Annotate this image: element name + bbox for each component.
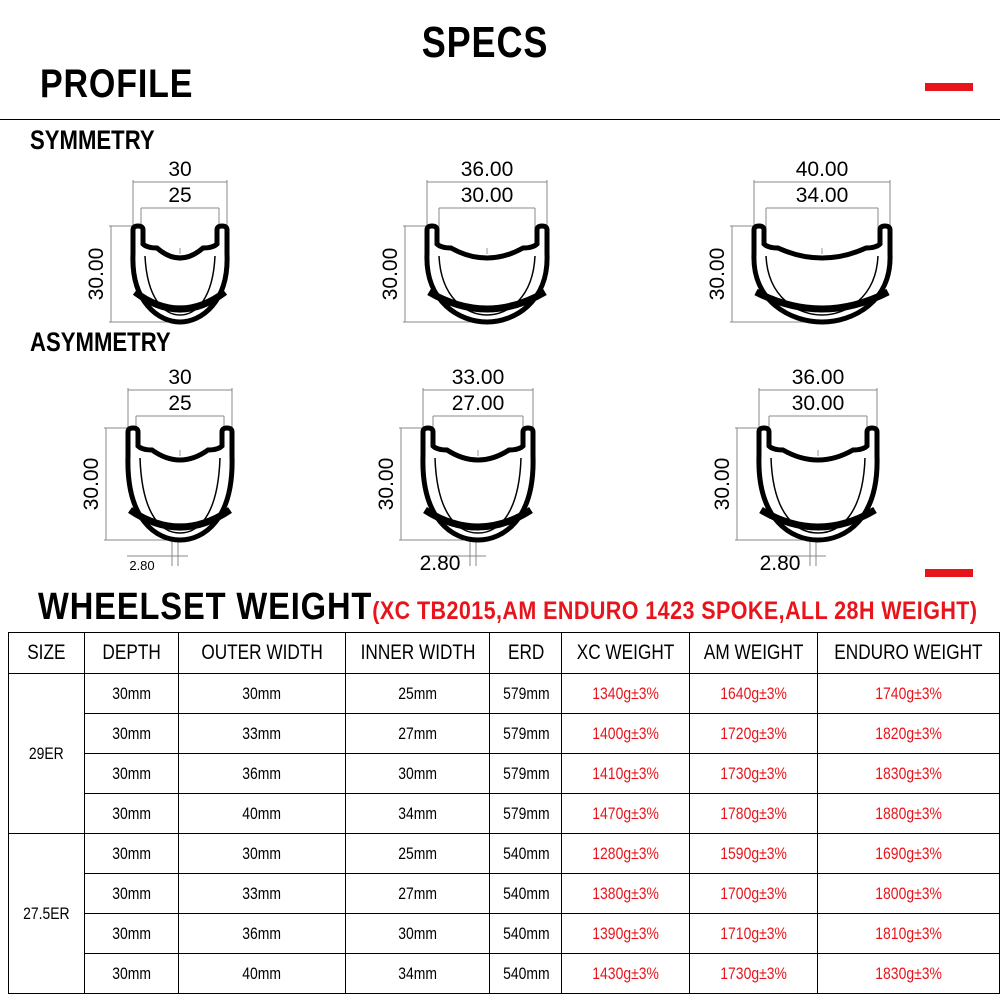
table-cell: 1730g±3% <box>689 754 817 794</box>
table-row <box>9 794 1000 834</box>
dimension-label: 30.00 <box>375 457 398 511</box>
table-cell: 1740g±3% <box>818 674 1000 714</box>
column-header: DEPTH <box>85 633 179 674</box>
table-cell: 30mm <box>345 914 490 954</box>
table-cell: 1700g±3% <box>689 874 817 914</box>
dimension-label: 30.00 <box>379 247 402 301</box>
table-cell: 1720g±3% <box>689 714 817 754</box>
dimension-label: 36.00 <box>460 158 514 181</box>
table-cell: 30mm <box>178 674 345 714</box>
profile-heading: PROFILE <box>40 62 194 106</box>
table-cell: 1810g±3% <box>818 914 1000 954</box>
table-cell: 1590g±3% <box>689 834 817 874</box>
table-cell: 27mm <box>345 714 490 754</box>
table-cell: 579mm <box>490 754 562 794</box>
dimension-label: 30.00 <box>711 457 734 511</box>
table-cell: 1830g±3% <box>818 754 1000 794</box>
table-cell: 1830g±3% <box>818 954 1000 994</box>
table-row <box>9 714 1000 754</box>
dimension-label: 30.00 <box>706 247 729 301</box>
table-cell: 33mm <box>178 714 345 754</box>
table-cell: 1690g±3% <box>818 834 1000 874</box>
table-cell: 1430g±3% <box>562 954 690 994</box>
column-header: AM WEIGHT <box>689 633 817 674</box>
rim-cross-section <box>128 428 232 540</box>
symmetry-label: SYMMETRY <box>30 125 155 155</box>
table-cell: 579mm <box>490 714 562 754</box>
column-header: SIZE <box>9 633 85 674</box>
table-cell: 1820g±3% <box>818 714 1000 754</box>
table-cell: 1380g±3% <box>562 874 690 914</box>
table-cell: 30mm <box>85 714 179 754</box>
rim-cross-section <box>423 428 533 540</box>
table-cell: 1410g±3% <box>562 754 690 794</box>
table-cell: 579mm <box>490 794 562 834</box>
table-cell: 540mm <box>490 914 562 954</box>
table-row <box>9 834 1000 874</box>
table-row <box>9 674 1000 714</box>
column-header: OUTER WIDTH <box>178 633 345 674</box>
table-cell: 1800g±3% <box>818 874 1000 914</box>
asymmetry-label: ASYMMETRY <box>30 327 171 357</box>
dimension-label: 2.80 <box>419 552 461 575</box>
table-cell: 540mm <box>490 874 562 914</box>
table-row <box>9 874 1000 914</box>
dimension-label: 25 <box>168 184 192 207</box>
wheelset-weight-heading <box>38 586 977 629</box>
table-cell: 30mm <box>85 914 179 954</box>
table-cell: 1640g±3% <box>689 674 817 714</box>
table-row <box>9 754 1000 794</box>
table-cell: 30mm <box>85 754 179 794</box>
table-cell: 36mm <box>178 914 345 954</box>
wheelset-weight-title: WHEELSET WEIGHT <box>38 586 373 628</box>
table-cell: 1730g±3% <box>689 954 817 994</box>
table-cell: 1400g±3% <box>562 714 690 754</box>
dimension-label: 2.80 <box>129 558 155 573</box>
dimension-label: 27.00 <box>451 392 505 415</box>
dimension-label: 40.00 <box>795 158 849 181</box>
dimension-label: 30.00 <box>460 184 514 207</box>
dimension-label: 33.00 <box>451 366 505 389</box>
table-cell: 34mm <box>345 954 490 994</box>
table-cell: 1710g±3% <box>689 914 817 954</box>
dimension-label: 30.00 <box>80 457 103 511</box>
table-cell: 27mm <box>345 874 490 914</box>
size-cell: 29ER <box>9 674 85 834</box>
dimension-label: 30.00 <box>85 247 108 301</box>
table-cell: 40mm <box>178 954 345 994</box>
table-cell: 1280g±3% <box>562 834 690 874</box>
table-cell: 34mm <box>345 794 490 834</box>
size-cell: 27.5ER <box>9 834 85 994</box>
dimension-label: 2.80 <box>759 552 801 575</box>
wheelset-weight-table <box>8 632 1000 994</box>
table-cell: 1780g±3% <box>689 794 817 834</box>
column-header: ERD <box>490 633 562 674</box>
rim-cross-section <box>759 428 877 540</box>
table-header-row <box>9 633 1000 674</box>
column-header: INNER WIDTH <box>345 633 490 674</box>
dimension-label: 34.00 <box>795 184 849 207</box>
dimension-label: 36.00 <box>791 366 845 389</box>
table-cell: 540mm <box>490 954 562 994</box>
table-cell: 30mm <box>345 754 490 794</box>
wheelset-weight-note: (XC TB2015,AM ENDURO 1423 SPOKE,ALL 28H WEIGHT) <box>372 597 978 625</box>
table-cell: 30mm <box>85 874 179 914</box>
dimension-label: 30 <box>168 158 192 181</box>
table-cell: 33mm <box>178 874 345 914</box>
table-cell: 25mm <box>345 834 490 874</box>
dimension-label: 25 <box>168 392 192 415</box>
table-row <box>9 954 1000 994</box>
table-cell: 30mm <box>178 834 345 874</box>
table-cell: 30mm <box>85 794 179 834</box>
table-cell: 30mm <box>85 834 179 874</box>
table-cell: 1880g±3% <box>818 794 1000 834</box>
table-cell: 30mm <box>85 674 179 714</box>
table-cell: 579mm <box>490 674 562 714</box>
page-title: SPECS <box>421 18 549 67</box>
table-cell: 1340g±3% <box>562 674 690 714</box>
table-cell: 540mm <box>490 834 562 874</box>
dimension-label: 30.00 <box>791 392 845 415</box>
table-cell: 1470g±3% <box>562 794 690 834</box>
column-header: XC WEIGHT <box>562 633 690 674</box>
dimension-label: 30 <box>168 366 192 389</box>
table-row <box>9 914 1000 954</box>
table-cell: 30mm <box>85 954 179 994</box>
column-header: ENDURO WEIGHT <box>818 633 1000 674</box>
table-cell: 40mm <box>178 794 345 834</box>
table-cell: 25mm <box>345 674 490 714</box>
table-cell: 36mm <box>178 754 345 794</box>
table-cell: 1390g±3% <box>562 914 690 954</box>
accent-bar-weight <box>925 569 973 577</box>
